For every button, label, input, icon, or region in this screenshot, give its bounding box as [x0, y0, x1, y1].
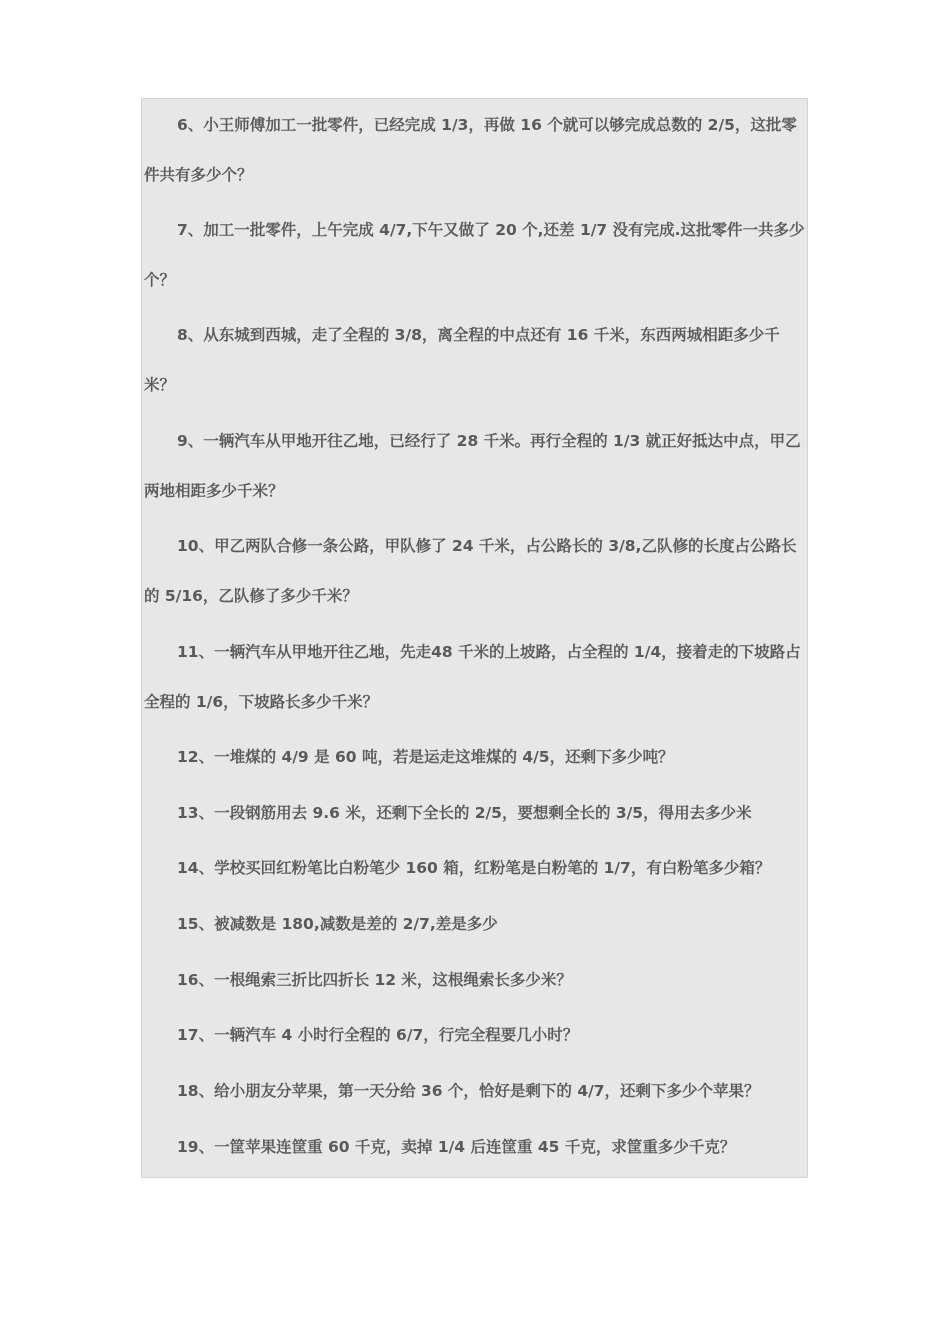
question-8: 8、从东城到西城，走了全程的 3/8，离全程的中点还有 16 千米，东西两城相距多少千米？	[144, 326, 780, 394]
question-13: 13、一段钢筋用去 9.6 米，还剩下全长的 2/5，要想剩全长的 3/5，得用去多少米	[177, 804, 752, 822]
question-11: 11、一辆汽车从甲地开往乙地，先走48 千米的上坡路，占全程的 1/4，接着走的下坡路占全程的 1/6，下坡路长多少千米？	[144, 643, 801, 711]
question-10: 10、甲乙两队合修一条公路，甲队修了 24 千米，占公路长的 3/8,乙队修的长度占公路长的 5/16，乙队修了多少千米？	[144, 537, 797, 605]
question-19: 19、一筐苹果连筐重 60 千克，卖掉 1/4 后连筐重 45 千克，求筐重多少千克？	[177, 1138, 736, 1156]
question-18: 18、给小朋友分苹果，第一天分给 36 个，恰好是剩下的 4/7，还剩下多少个苹果？	[177, 1082, 760, 1100]
question-16: 16、一根绳索三折比四折长 12 米，这根绳索长多少米？	[177, 971, 572, 989]
question-6: 6、小王师傅加工一批零件，已经完成 1/3，再做 16 个就可以够完成总数的 2/5，这批零件共有多少个？	[144, 116, 797, 184]
question-list	[142, 99, 807, 1177]
question-15: 15、被减数是 180,减数是差的 2/7,差是多少	[177, 915, 498, 933]
question-9: 9、一辆汽车从甲地开往乙地，已经行了 28 千米。再行全程的 1/3 就正好抵达中点，甲乙两地相距多少千米？	[144, 432, 801, 500]
problem-panel	[141, 98, 808, 1178]
question-12: 12、一堆煤的 4/9 是 60 吨，若是运走这堆煤的 4/5，还剩下多少吨？	[177, 748, 674, 766]
question-7: 7、加工一批零件，上午完成 4/7,下午又做了 20 个,还差 1/7 没有完成.这批零件一共多少个？	[144, 221, 805, 289]
question-17: 17、一辆汽车 4 小时行全程的 6/7，行完全程要几小时？	[177, 1026, 579, 1044]
question-14: 14、学校买回红粉笔比白粉笔少 160 箱，红粉笔是白粉笔的 1/7，有白粉笔多少箱？	[177, 859, 771, 877]
